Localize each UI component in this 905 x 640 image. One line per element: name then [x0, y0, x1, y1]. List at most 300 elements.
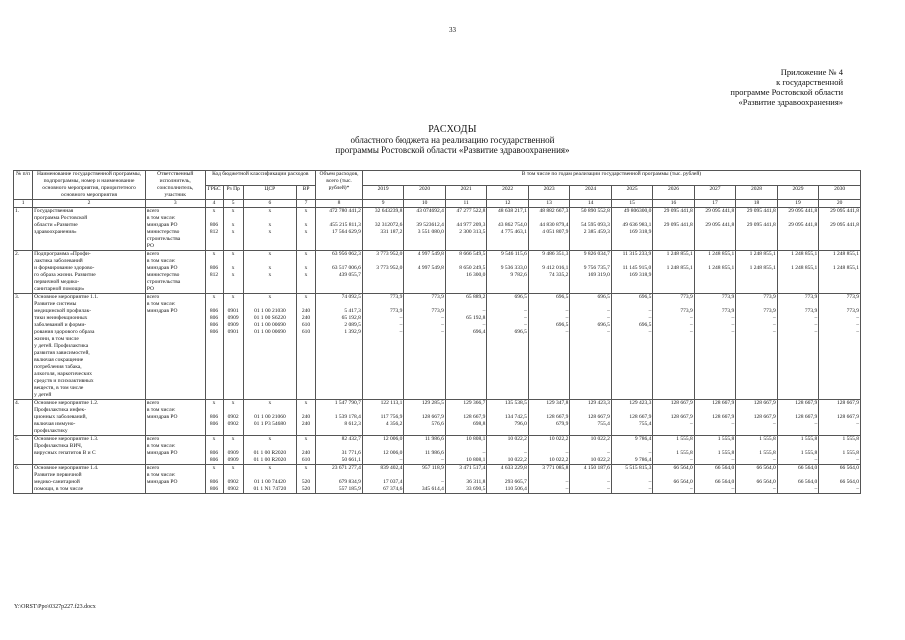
amount-cell	[316, 251, 363, 294]
code-value	[207, 279, 222, 286]
responsible-cell	[145, 465, 205, 494]
amount-value	[571, 215, 609, 222]
amount-value: 9 546 115,6	[500, 251, 527, 257]
header-year: 2020	[404, 185, 445, 200]
code-value: x	[231, 294, 235, 300]
amount-value: 696,5	[638, 294, 652, 300]
code-value: x	[212, 436, 216, 442]
amount-value: –	[731, 315, 735, 321]
amount-value: 29 095 441,8	[705, 208, 735, 214]
amount-cell	[445, 465, 486, 494]
column-number: 8	[316, 200, 363, 208]
code-value: x	[268, 229, 272, 235]
code-value	[207, 472, 222, 479]
header-year: 2029	[777, 185, 818, 200]
amount-value: –	[773, 457, 776, 463]
amount-cell	[694, 436, 735, 465]
amount-cell	[445, 400, 486, 436]
amount-value	[654, 243, 692, 250]
responsible-line: всего	[146, 400, 160, 406]
amount-value: 773,9	[804, 294, 818, 300]
amount-value: 29 095 441,8	[830, 208, 859, 214]
code-value	[207, 236, 222, 243]
amount-value: 5 417,3	[344, 308, 361, 314]
code-value: 806	[209, 421, 219, 427]
amount-value	[820, 258, 859, 265]
responsible-line: РО	[146, 243, 155, 249]
table-row	[14, 251, 861, 294]
amount-value: 755,4	[597, 421, 610, 427]
amount-value: 773,9	[804, 308, 818, 314]
code-value: x	[268, 265, 272, 271]
code-value: 0902	[227, 421, 239, 427]
amount-value: 773,9	[763, 294, 776, 300]
amount-value: 128 667,9	[629, 414, 652, 420]
code-value	[298, 279, 314, 286]
code-cell	[205, 465, 223, 494]
amount-value: 49 636 983,1	[622, 222, 652, 228]
amount-value	[613, 243, 651, 250]
table-row	[14, 294, 861, 400]
amount-value: 169 319,0	[587, 272, 610, 278]
code-value	[298, 443, 314, 450]
program-name-line: вирусных гепатитов В и С	[34, 450, 96, 456]
responsible-line: в том числе:	[146, 258, 176, 264]
amount-value: –	[773, 421, 776, 427]
amount-value: –	[648, 308, 652, 314]
code-value: 806	[209, 414, 219, 420]
amount-value: 696,5	[555, 322, 569, 328]
amount-value	[779, 215, 817, 222]
code-value	[298, 236, 314, 243]
amount-value	[779, 286, 817, 293]
amount-cell	[528, 208, 569, 251]
program-name-line: заболеваний и форми-	[34, 322, 87, 328]
responsible-line: всего	[146, 208, 160, 214]
amount-value	[737, 286, 775, 293]
amount-value	[820, 301, 859, 308]
amount-value	[654, 236, 692, 243]
code-value: 806	[209, 450, 219, 456]
amount-value	[364, 407, 402, 414]
amount-value: 696,5	[597, 322, 610, 328]
amount-value: 1 555,8	[842, 450, 859, 456]
amount-value: 12 006,0	[383, 436, 403, 442]
header-grbs: ГРБС	[205, 185, 223, 200]
code-value: x	[231, 400, 235, 406]
amount-value: 3 773 952,0	[376, 265, 403, 271]
program-name-line: развития зависимостей,	[34, 350, 90, 356]
responsible-cell	[145, 400, 205, 436]
program-name-line: средств и психоактивных	[34, 378, 94, 384]
amount-value	[737, 407, 775, 414]
amount-value: –	[607, 315, 610, 321]
amount-value	[779, 472, 817, 479]
amount-cell	[445, 251, 486, 294]
amount-value	[488, 258, 526, 265]
amount-value	[530, 301, 568, 308]
amount-cell	[316, 294, 363, 400]
amount-value: 1 555,8	[759, 436, 776, 442]
amount-value: –	[482, 322, 486, 328]
amount-cell	[694, 400, 735, 436]
code-value: x	[304, 251, 308, 257]
amount-value	[364, 236, 402, 243]
code-value	[225, 258, 242, 265]
code-value: x	[304, 400, 308, 406]
amount-value: 679,9	[555, 421, 569, 427]
amount-value	[488, 472, 526, 479]
amount-value	[530, 236, 568, 243]
amount-value: –	[856, 421, 859, 427]
amount-value: –	[731, 457, 735, 463]
amount-value: –	[690, 315, 693, 321]
amount-value: 2 089,5	[344, 322, 361, 328]
column-number: 11	[445, 200, 486, 208]
annex-line: «Развитие здравоохранения»	[738, 97, 843, 107]
code-value: 240	[301, 315, 311, 321]
header-year: 2026	[653, 185, 694, 200]
amount-value: 9 536 333,0	[500, 265, 527, 271]
amount-value: 128 667,9	[463, 414, 486, 420]
amount-cell	[570, 400, 611, 436]
amount-value	[654, 443, 692, 450]
amount-value: –	[482, 450, 486, 456]
amount-value	[779, 301, 817, 308]
amount-value: –	[565, 308, 569, 314]
amount-cell	[777, 436, 818, 465]
code-value	[245, 407, 295, 414]
code-cell	[205, 294, 223, 400]
amount-cell	[570, 251, 611, 294]
responsible-line	[147, 457, 204, 464]
amount-cell	[404, 436, 445, 465]
code-value: 240	[301, 450, 311, 456]
amount-value	[447, 258, 485, 265]
code-value	[225, 236, 242, 243]
responsible-line: министерство	[146, 229, 180, 235]
program-name-line: Профилактика ВИЧ,	[34, 443, 83, 449]
program-name-line: Государственная	[34, 208, 74, 214]
amount-value: 65 192,8	[341, 315, 361, 321]
amount-value: 1 248 855,1	[791, 251, 818, 257]
amount-value: 10 022,2	[507, 436, 527, 442]
amount-value	[317, 407, 361, 414]
column-number: 19	[777, 200, 818, 208]
amount-value: 43 862 754,0	[497, 222, 527, 228]
row-number: 3.	[14, 294, 33, 400]
header-year: 2027	[694, 185, 735, 200]
amount-cell	[653, 251, 694, 294]
amount-value: 1 555,8	[759, 450, 776, 456]
amount-cell	[611, 400, 652, 436]
code-value	[298, 258, 314, 265]
amount-value: –	[814, 421, 818, 427]
code-value: 0901	[227, 329, 239, 335]
amount-value	[779, 229, 817, 236]
amount-value	[447, 301, 485, 308]
code-value	[245, 472, 295, 479]
amount-value	[364, 279, 402, 286]
amount-value	[654, 258, 692, 265]
amount-value	[613, 472, 651, 479]
amount-value: 696,5	[638, 322, 652, 328]
page-number: 33	[449, 26, 456, 34]
program-name-line: Развитие системы	[34, 301, 77, 307]
amount-value: –	[399, 322, 403, 328]
amount-value: 773,9	[390, 308, 403, 314]
amount-value: –	[856, 322, 859, 328]
amount-value: 29 095 441,8	[746, 208, 776, 214]
amount-cell	[736, 251, 777, 294]
responsible-line: всего	[146, 294, 160, 300]
amount-cell	[487, 400, 528, 436]
amount-value: –	[814, 315, 818, 321]
amount-value: 773,9	[431, 294, 444, 300]
code-value: x	[304, 222, 308, 228]
amount-value: 129 423,3	[629, 400, 652, 406]
amount-value: 128 667,9	[421, 414, 444, 420]
column-number: 1	[14, 200, 33, 208]
annex-heading	[603, 67, 843, 107]
column-number: 3	[145, 200, 205, 208]
amount-value	[779, 243, 817, 250]
amount-value: 839 402,4	[380, 465, 403, 471]
amount-value: 576,6	[431, 421, 444, 427]
amount-value: 128 667,9	[795, 414, 818, 420]
amount-value: 4 997 549,8	[417, 265, 444, 271]
amount-cell	[736, 294, 777, 400]
code-value: x	[304, 265, 308, 271]
program-name-line: Основное мероприятие 1.2.	[34, 400, 99, 406]
code-value: x	[268, 272, 272, 278]
table-row	[14, 436, 861, 465]
amount-value: 128 667,9	[837, 414, 859, 420]
code-cell	[243, 294, 296, 400]
amount-value: –	[607, 308, 610, 314]
code-value: 806	[209, 308, 219, 314]
amount-value	[696, 258, 734, 265]
amount-value	[405, 272, 443, 279]
code-cell	[223, 465, 243, 494]
code-cell	[243, 465, 296, 494]
program-name-cell	[33, 465, 146, 494]
code-value: 01 1 00 21030	[254, 308, 286, 314]
amount-cell	[404, 251, 445, 294]
row-number: 6.	[14, 465, 33, 494]
amount-value: –	[399, 457, 403, 463]
amount-value: 1 555,8	[676, 436, 693, 442]
amount-value: 773,9	[846, 294, 859, 300]
file-path-footer: Y:\ORST\Ppo\0327p227.f23.docx	[14, 604, 96, 610]
code-cell	[296, 436, 315, 465]
amount-value	[364, 301, 402, 308]
amount-value	[654, 301, 692, 308]
amount-cell	[316, 465, 363, 494]
code-value	[207, 407, 222, 414]
amount-value	[613, 443, 651, 450]
amount-value	[696, 286, 734, 293]
amount-value	[447, 472, 485, 479]
amount-value: –	[524, 308, 527, 314]
amount-value: 128 667,9	[587, 414, 610, 420]
amount-value	[696, 236, 734, 243]
code-value: 812	[209, 272, 219, 278]
amount-value	[654, 407, 692, 414]
amount-value: 1 547 790,7	[334, 400, 361, 406]
amount-value	[530, 258, 568, 265]
amount-value: 696,5	[555, 294, 569, 300]
program-name-line: рования здорового образа	[34, 329, 95, 335]
amount-value: –	[690, 421, 693, 427]
program-name-line: алкоголя, наркотических	[34, 371, 93, 377]
amount-value: 10 808,1	[466, 457, 486, 463]
code-value: 806	[209, 322, 219, 328]
amount-value: 10 022,2	[549, 436, 569, 442]
amount-value: –	[814, 322, 818, 328]
code-value: 520	[301, 479, 311, 485]
header-code-group: Код бюджетной классификации расходов	[205, 171, 316, 186]
amount-value: 9 412 016,1	[542, 265, 569, 271]
header-num: № п/п	[14, 171, 33, 200]
amount-cell	[777, 400, 818, 436]
amount-value: –	[565, 486, 569, 492]
amount-cell	[736, 400, 777, 436]
responsible-line: в том числе:	[146, 443, 176, 449]
amount-cell	[819, 251, 861, 294]
amount-value: 10 022,2	[590, 457, 610, 463]
program-name-line: го образа жизни. Развитие	[34, 272, 96, 278]
amount-value: 9 756 735,7	[583, 265, 610, 271]
amount-value: 11 145 915,0	[622, 265, 652, 271]
amount-cell	[528, 465, 569, 494]
expenses-table	[13, 170, 861, 494]
amount-value: –	[773, 322, 776, 328]
amount-value: 696,4	[473, 329, 486, 335]
code-value: x	[268, 436, 272, 442]
amount-value: –	[607, 329, 610, 335]
code-value	[298, 472, 314, 479]
amount-value: 9 486 351,3	[542, 251, 569, 257]
amount-value: 8 666 549,5	[459, 251, 486, 257]
amount-value: 679 834,9	[338, 479, 361, 485]
amount-cell	[611, 251, 652, 294]
amount-value: 1 555,8	[717, 436, 735, 442]
code-value	[298, 407, 314, 414]
code-value	[207, 215, 222, 222]
amount-value: 1 248 855,1	[832, 251, 859, 257]
amount-value: 11 315 233,9	[622, 251, 652, 257]
code-value	[225, 286, 242, 293]
amount-cell	[404, 294, 445, 400]
amount-cell	[528, 400, 569, 436]
amount-value	[530, 407, 568, 414]
amount-value: 4 356,2	[385, 421, 403, 427]
amount-cell	[570, 465, 611, 494]
amount-value	[405, 258, 443, 265]
amount-cell	[316, 400, 363, 436]
responsible-line: РО	[146, 286, 155, 292]
amount-cell	[404, 400, 445, 436]
program-name-line: программа Ростовской	[34, 215, 88, 221]
amount-value: 10 808,1	[466, 436, 486, 442]
code-value: 610	[301, 457, 311, 463]
code-value	[207, 258, 222, 265]
amount-value: 17 037,4	[383, 479, 403, 485]
code-value	[207, 286, 222, 293]
amount-value: –	[441, 457, 444, 463]
amount-value: 110 506,4	[505, 486, 527, 492]
column-number: 15	[611, 200, 652, 208]
code-value: x	[212, 208, 216, 214]
code-value: 610	[301, 329, 311, 335]
amount-value: 74 092,5	[341, 294, 361, 300]
amount-value: 1 248 855,1	[749, 251, 776, 257]
amount-cell	[611, 465, 652, 494]
amount-value: –	[399, 315, 403, 321]
amount-value	[820, 215, 859, 222]
amount-value: –	[731, 486, 735, 492]
amount-value	[447, 215, 485, 222]
amount-value	[530, 243, 568, 250]
column-number: 10	[404, 200, 445, 208]
column-number: 6	[243, 200, 296, 208]
column-number: 2	[33, 200, 146, 208]
amount-value: 66 564,0	[756, 465, 776, 471]
amount-value: 4 775 463,1	[500, 229, 527, 235]
row-number: 5.	[14, 436, 33, 465]
amount-value: 1 248 855,1	[708, 251, 735, 257]
amount-value	[364, 215, 402, 222]
amount-value: 9 786,4	[634, 457, 652, 463]
amount-value: 9 782,6	[510, 272, 527, 278]
amount-value: 3 771 085,8	[542, 465, 569, 471]
responsible-cell	[145, 294, 205, 400]
program-name-cell	[33, 208, 146, 251]
amount-value	[405, 236, 443, 243]
amount-value: 3 551 080,0	[417, 229, 444, 235]
table-row	[14, 208, 861, 251]
column-number: 12	[487, 200, 528, 208]
program-name-line: профилактику	[34, 428, 68, 434]
amount-value	[364, 286, 402, 293]
amount-value	[488, 236, 526, 243]
amount-value: 134 742,5	[504, 414, 527, 420]
amount-value: 773,9	[680, 294, 693, 300]
title-line: областного бюджета на реализацию государственной	[350, 135, 555, 145]
code-cell	[205, 251, 223, 294]
amount-cell	[611, 208, 652, 251]
code-value: 01 1 00 S6220	[253, 315, 286, 321]
code-cell	[205, 436, 223, 465]
amount-value: 16 300,0	[466, 272, 486, 278]
annex-line: к государственной	[776, 77, 843, 87]
code-value: x	[231, 222, 235, 228]
amount-value	[530, 443, 568, 450]
amount-value: 66 564,0	[756, 479, 776, 485]
code-value	[207, 243, 222, 250]
amount-value	[654, 472, 692, 479]
header-responsible: Ответственный исполнитель, соисполнитель, участник	[145, 171, 205, 200]
amount-value: 66 564,0	[798, 465, 818, 471]
amount-value: 128 667,9	[753, 400, 776, 406]
amount-value: 65 889,2	[466, 294, 486, 300]
amount-value: –	[565, 450, 569, 456]
code-value: x	[268, 251, 272, 257]
amount-value: –	[731, 322, 735, 328]
amount-value	[696, 229, 734, 236]
amount-value	[364, 258, 402, 265]
